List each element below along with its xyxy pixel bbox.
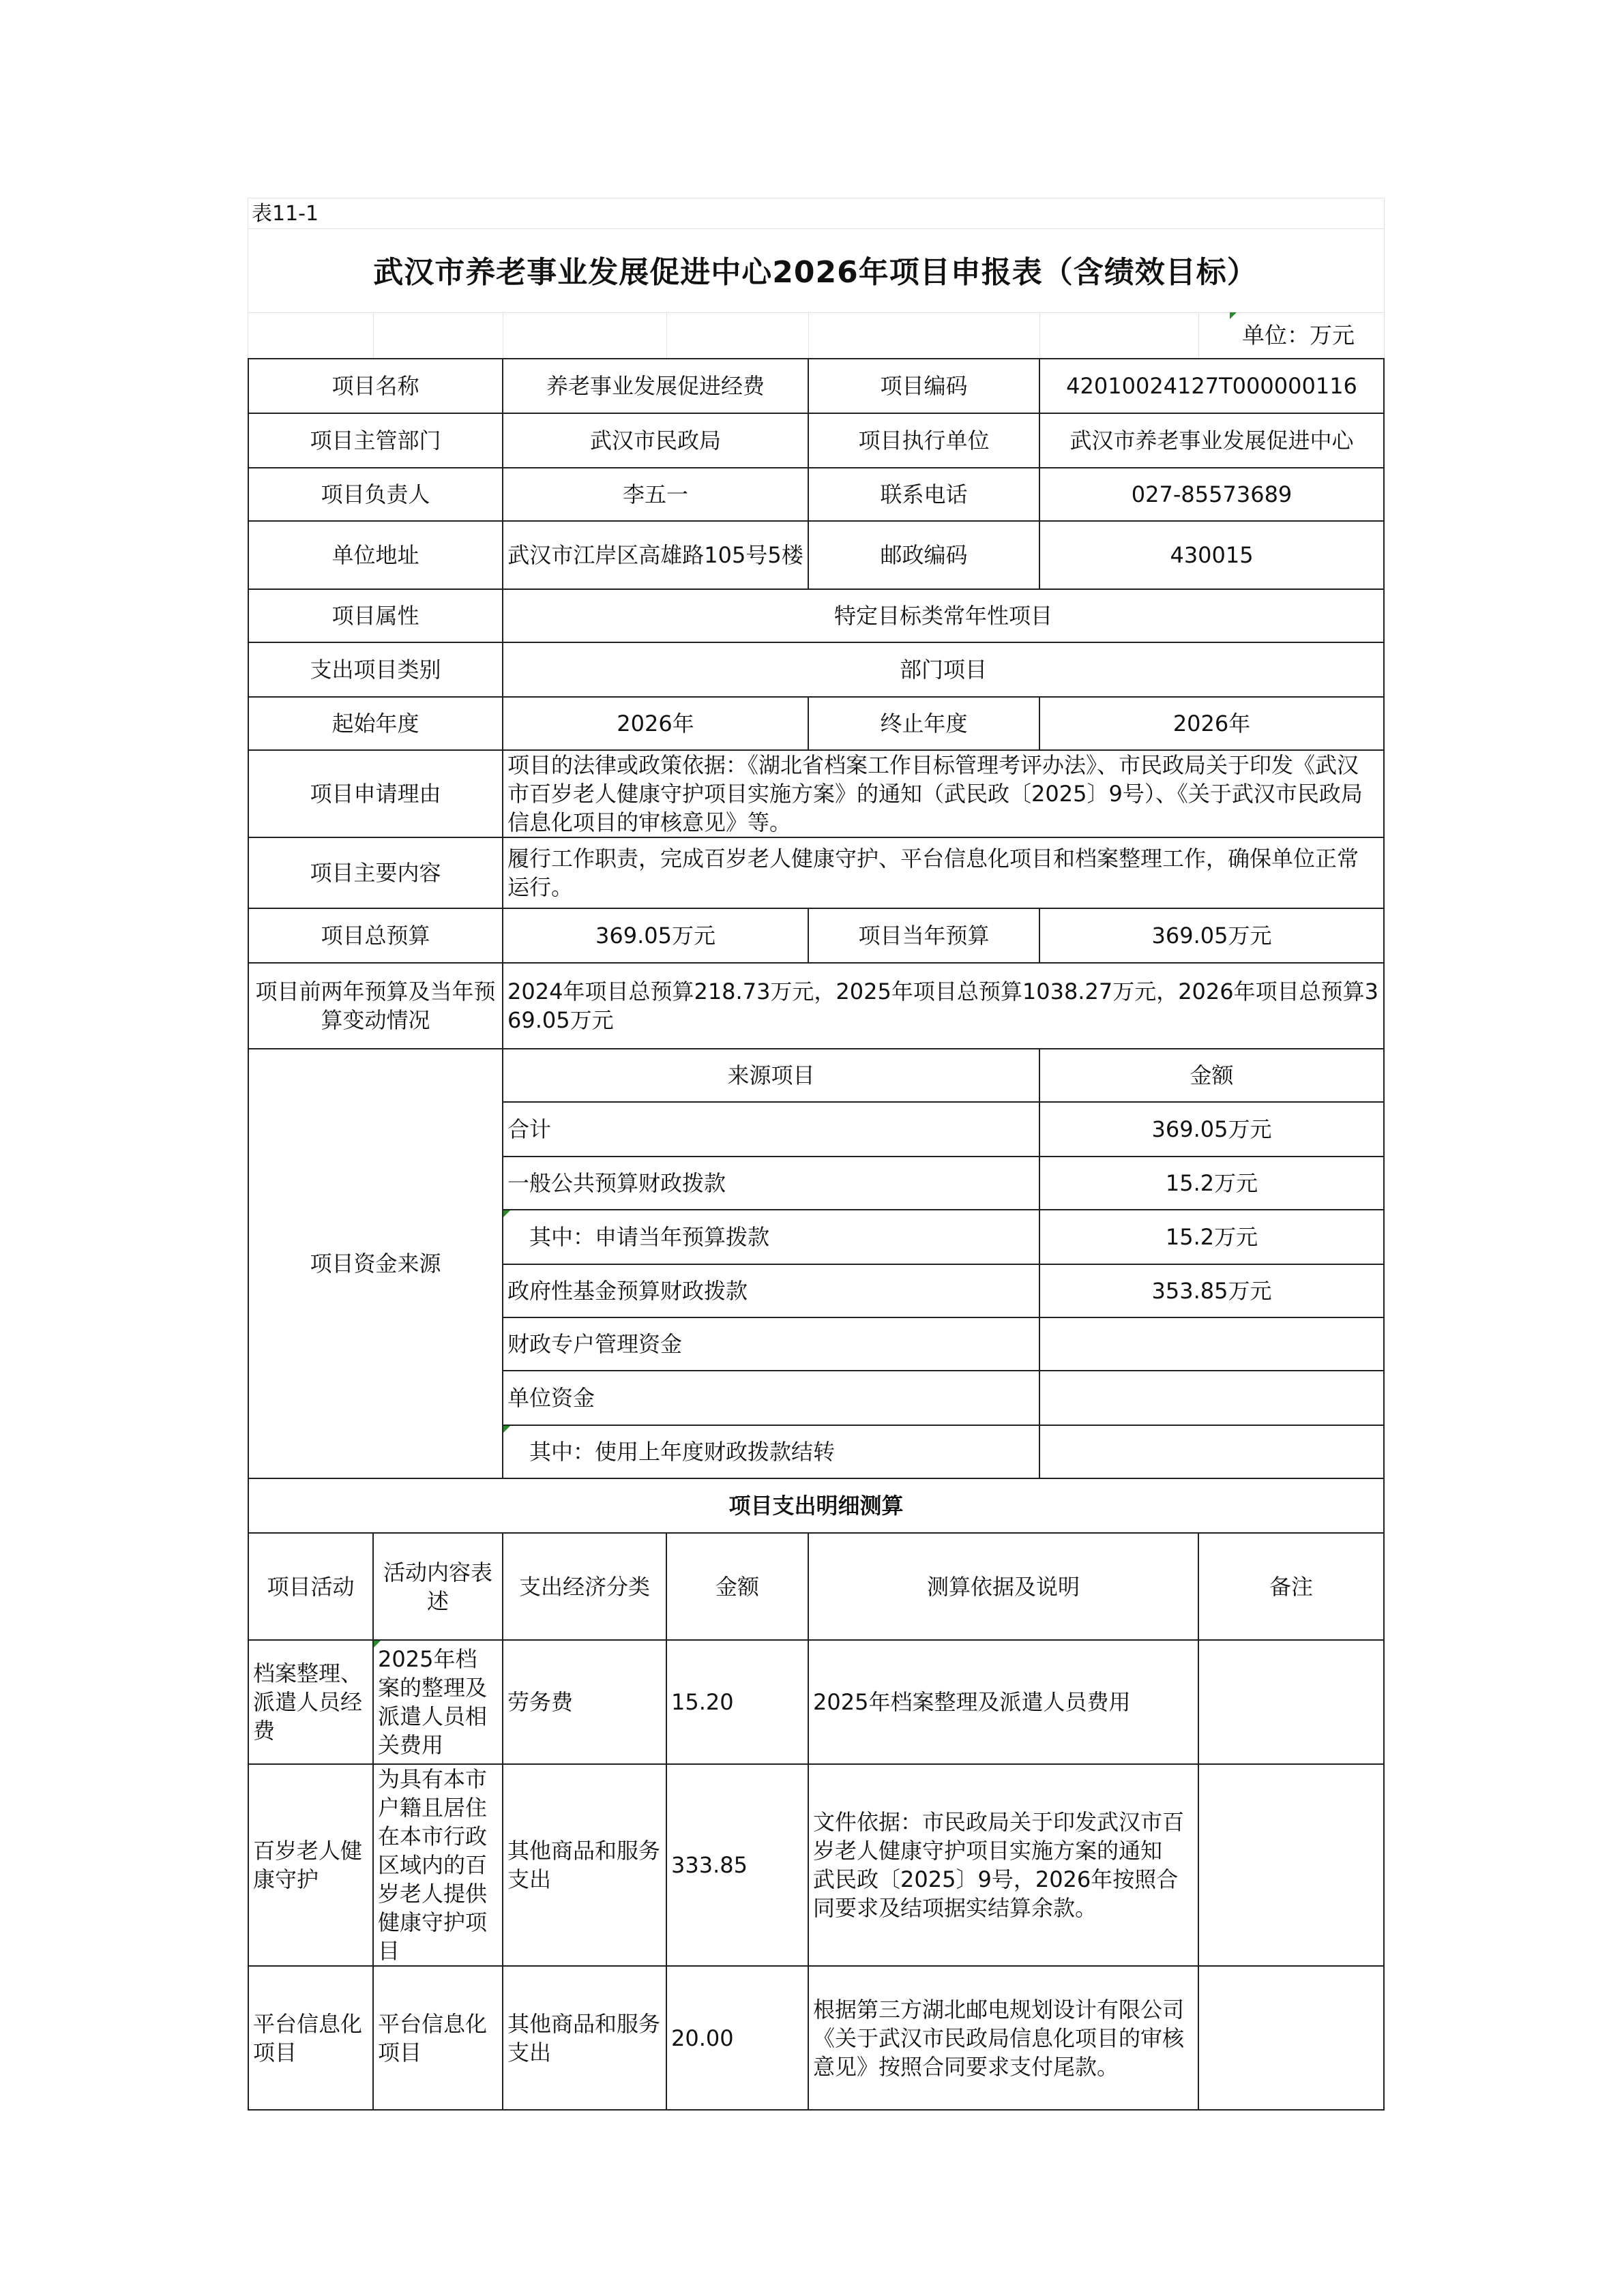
gridline (1198, 312, 1199, 359)
table-row (248, 413, 1384, 468)
funding-amount-header: 金额 (1039, 1049, 1384, 1102)
funding-source-name (503, 1425, 1039, 1478)
funding-source-name-text: 其中：申请当年预算拨款 (529, 1224, 770, 1250)
funding-amount (1039, 1425, 1384, 1478)
main-content-value: 履行工作职责，完成百岁老人健康守护、平台信息化项目和档案整理工作，确保单位正常运行。 (503, 837, 1384, 908)
total-budget-value: 369.05万元 (503, 908, 808, 963)
detail-amount: 333.85 (666, 1764, 808, 1966)
detail-description: 平台信息化项目 (373, 1966, 503, 2110)
table-number: 表11-1 (252, 202, 319, 226)
phone-label: 联系电话 (808, 468, 1039, 521)
application-reason-label: 项目申请理由 (248, 750, 503, 837)
end-year-value: 2026年 (1039, 697, 1384, 750)
detail-basis: 根据第三方湖北邮电规划设计有限公司《关于武汉市民政局信息化项目的审核意见》按照合同要求支付尾款。 (808, 1966, 1198, 2110)
table-row (248, 642, 1384, 697)
detail-row (248, 1640, 1384, 1764)
application-reason-value: 项目的法律或政策依据：《湖北省档案工作目标管理考评办法》、市民政局关于印发《武汉市百岁老人健康守护项目实施方案》的通知（武民政〔2025〕9号）、《关于武汉市民政局信息化项目的审核意见》等。 (503, 750, 1384, 837)
start-year-label: 起始年度 (248, 697, 503, 750)
funding-amount (1039, 1371, 1384, 1425)
detail-economic-class: 其他商品和服务支出 (503, 1966, 666, 2110)
funding-amount: 369.05万元 (1039, 1102, 1384, 1157)
funding-header-row (248, 1049, 1384, 1102)
detail-row (248, 1966, 1384, 2110)
postcode-value: 430015 (1039, 521, 1384, 589)
funding-source-name (503, 1210, 1039, 1264)
project-application-table (248, 358, 1385, 2111)
detail-description-text: 2025年档案的整理及派遣人员相关费用 (378, 1646, 488, 1758)
address-value: 武汉市江岸区高雄路105号5楼 (503, 521, 808, 589)
detail-header-basis: 测算依据及说明 (808, 1533, 1198, 1640)
detail-note (1198, 1966, 1384, 2110)
project-attribute-label: 项目属性 (248, 589, 503, 642)
funding-amount: 15.2万元 (1039, 1157, 1384, 1210)
table-row (248, 589, 1384, 642)
gridline (1039, 312, 1040, 359)
table-row (248, 697, 1384, 750)
budget-change-label: 项目前两年预算及当年预算变动情况 (248, 963, 503, 1049)
cell-comment-marker (374, 1641, 381, 1648)
funding-amount: 15.2万元 (1039, 1210, 1384, 1264)
detail-amount: 20.00 (666, 1966, 808, 2110)
current-year-budget-label: 项目当年预算 (808, 908, 1039, 963)
gridline (373, 312, 374, 359)
project-code-value: 42010024127T000000116 (1039, 359, 1384, 413)
detail-activity: 百岁老人健康守护 (248, 1764, 373, 1966)
funding-amount: 353.85万元 (1039, 1264, 1384, 1317)
gridline (248, 228, 1384, 229)
main-content-label: 项目主要内容 (248, 837, 503, 908)
cell-comment-marker (503, 1210, 510, 1217)
detail-economic-class: 劳务费 (503, 1640, 666, 1764)
total-budget-label: 项目总预算 (248, 908, 503, 963)
supervising-dept-label: 项目主管部门 (248, 413, 503, 468)
start-year-value: 2026年 (503, 697, 808, 750)
funding-source-name: 政府性基金预算财政拨款 (503, 1264, 1039, 1317)
cell-comment-marker (503, 1426, 510, 1433)
detail-header-note: 备注 (1198, 1533, 1384, 1640)
budget-change-value: 2024年项目总预算218.73万元，2025年项目总预算1038.27万元，2026年项目总预算369.05万元 (503, 963, 1384, 1049)
address-label: 单位地址 (248, 521, 503, 589)
project-attribute-value: 特定目标类常年性项目 (503, 589, 1384, 642)
funding-source-name: 合计 (503, 1102, 1039, 1157)
postcode-label: 邮政编码 (808, 521, 1039, 589)
detail-header-description: 活动内容表述 (373, 1533, 503, 1640)
detail-amount: 15.20 (666, 1640, 808, 1764)
detail-header-row (248, 1533, 1384, 1640)
detail-note (1198, 1640, 1384, 1764)
funding-source-label: 项目资金来源 (248, 1049, 503, 1478)
project-code-label: 项目编码 (808, 359, 1039, 413)
section-title-row (248, 1478, 1384, 1533)
supervising-dept-value: 武汉市民政局 (503, 413, 808, 468)
gridline (666, 312, 667, 359)
current-year-budget-value: 369.05万元 (1039, 908, 1384, 963)
detail-activity: 平台信息化项目 (248, 1966, 373, 2110)
unit-label: 单位：万元 (1242, 322, 1355, 348)
funding-amount (1039, 1317, 1384, 1371)
table-row (248, 521, 1384, 589)
expenditure-category-value: 部门项目 (503, 642, 1384, 697)
phone-value: 027-85573689 (1039, 468, 1384, 521)
detail-description: 为具有本市户籍且居住在本市行政区域内的百岁老人提供健康守护项目 (373, 1764, 503, 1966)
funding-source-name: 单位资金 (503, 1371, 1039, 1425)
funding-source-name-text: 其中：使用上年度财政拨款结转 (529, 1439, 836, 1465)
funding-source-name: 一般公共预算财政拨款 (503, 1157, 1039, 1210)
cell-comment-marker (1230, 312, 1237, 319)
table-row (248, 963, 1384, 1049)
table-row (248, 359, 1384, 413)
table-row (248, 468, 1384, 521)
table-row (248, 750, 1384, 837)
expenditure-category-label: 支出项目类别 (248, 642, 503, 697)
detail-activity: 档案整理、派遣人员经费 (248, 1640, 373, 1764)
table-row (248, 837, 1384, 908)
project-leader-label: 项目负责人 (248, 468, 503, 521)
gridline (248, 312, 1384, 313)
end-year-label: 终止年度 (808, 697, 1039, 750)
project-name-label: 项目名称 (248, 359, 503, 413)
detail-header-activity: 项目活动 (248, 1533, 373, 1640)
detail-row (248, 1764, 1384, 1966)
detail-basis: 文件依据：市民政局关于印发武汉市百岁老人健康守护项目实施方案的通知 武民政〔2025〕9号，2026年按照合同要求及结项据实结算余款。 (808, 1764, 1198, 1966)
project-leader-value: 李五一 (503, 468, 808, 521)
executing-unit-label: 项目执行单位 (808, 413, 1039, 468)
detail-basis: 2025年档案整理及派遣人员费用 (808, 1640, 1198, 1764)
detail-section-title: 项目支出明细测算 (248, 1478, 1384, 1533)
detail-header-economic-class: 支出经济分类 (503, 1533, 666, 1640)
detail-economic-class: 其他商品和服务支出 (503, 1764, 666, 1966)
detail-header-amount: 金额 (666, 1533, 808, 1640)
funding-source-header: 来源项目 (503, 1049, 1039, 1102)
gridline (808, 312, 809, 359)
project-name-value: 养老事业发展促进经费 (503, 359, 808, 413)
table-row (248, 908, 1384, 963)
funding-source-name: 财政专户管理资金 (503, 1317, 1039, 1371)
detail-note (1198, 1764, 1384, 1966)
detail-description (373, 1640, 503, 1764)
document-title: 武汉市养老事业发展促进中心2026年项目申报表（含绩效目标） (373, 255, 1258, 290)
executing-unit-value: 武汉市养老事业发展促进中心 (1039, 413, 1384, 468)
